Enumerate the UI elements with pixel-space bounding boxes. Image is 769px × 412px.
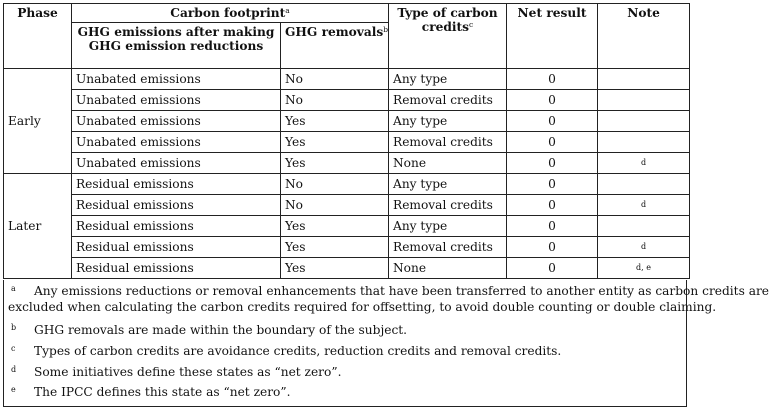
footnote-a xyxy=(4,283,769,315)
emissions-cell: Unabated emissions xyxy=(72,69,281,90)
emissions-cell: Unabated emissions xyxy=(72,111,281,132)
removals-cell: Yes xyxy=(281,258,389,279)
net-result-cell: 0 xyxy=(507,237,598,258)
type-of-carbon-credits-header: Type of carbon credits$^c$ xyxy=(389,4,507,69)
carbon-footprint-header: Carbon footprint$^a$ xyxy=(72,4,389,23)
footnote-text: Types of carbon credits are avoidance credits, reduction credits and removal credits. xyxy=(34,344,562,358)
removals-cell: No xyxy=(281,90,389,111)
emissions-cell: Unabated emissions xyxy=(72,90,281,111)
emissions-cell: Residual emissions xyxy=(72,258,281,279)
removals-cell: Yes xyxy=(281,237,389,258)
note-cell xyxy=(598,216,690,237)
table-row xyxy=(4,111,690,132)
credit-type-cell: Removal credits xyxy=(389,90,507,111)
net-result-cell: 0 xyxy=(507,174,598,195)
ghg-emissions-header: GHG emissions after making GHG emission reductions xyxy=(72,23,281,69)
note-cell: d xyxy=(598,195,690,216)
table-row xyxy=(4,90,690,111)
footnotes xyxy=(3,280,769,407)
footnote-text: The IPCC defines this state as “net zero”. xyxy=(34,385,291,399)
removals-cell: Yes xyxy=(281,153,389,174)
credit-type-cell: Any type xyxy=(389,216,507,237)
net-result-cell: 0 xyxy=(507,90,598,111)
footnote-text: GHG removals are made within the boundary of the subject. xyxy=(34,323,408,337)
emissions-cell: Residual emissions xyxy=(72,237,281,258)
footnote-c xyxy=(4,343,688,359)
footnote-mark: b xyxy=(11,323,17,332)
note-cell xyxy=(598,111,690,132)
table-row xyxy=(4,132,690,153)
net-result-header: Net result xyxy=(507,4,598,69)
removals-cell: Yes xyxy=(281,216,389,237)
emissions-cell: Residual emissions xyxy=(72,174,281,195)
table-row xyxy=(4,153,690,174)
footnote-text: Some initiatives define these states as “net zero”. xyxy=(34,365,342,379)
footnote-text: Any emissions reductions or removal enhancements that have been transferred to another entity as carbon credits are xyxy=(34,284,769,298)
note-cell: d xyxy=(598,237,690,258)
credit-type-cell: Any type xyxy=(389,174,507,195)
removals-cell: No xyxy=(281,69,389,90)
phase-cell-later: Later xyxy=(4,174,72,279)
footnote-mark: d xyxy=(11,365,17,374)
emissions-cell: Unabated emissions xyxy=(72,153,281,174)
credit-type-cell: None xyxy=(389,153,507,174)
credit-type-cell: Removal credits xyxy=(389,132,507,153)
phase-cell-early: Early xyxy=(4,69,72,174)
removals-cell: No xyxy=(281,195,389,216)
credit-type-cell: Removal credits xyxy=(389,195,507,216)
removals-cell: Yes xyxy=(281,111,389,132)
note-cell xyxy=(598,69,690,90)
credit-type-cell: Any type xyxy=(389,111,507,132)
table-row xyxy=(4,237,690,258)
table-row xyxy=(4,69,690,90)
net-result-cell: 0 xyxy=(507,216,598,237)
footnote-mark: e xyxy=(11,385,16,394)
removals-cell: Yes xyxy=(281,132,389,153)
carbon-footprint-table-page xyxy=(3,3,769,409)
net-result-cell: 0 xyxy=(507,111,598,132)
note-cell xyxy=(598,174,690,195)
note-header: Note xyxy=(598,4,690,69)
footnote-mark: c xyxy=(11,344,16,353)
footnote-text-continued: excluded when calculating the carbon credits required for offsetting, to avoid double counting or double claiming. xyxy=(8,300,717,314)
footnote-e xyxy=(4,384,688,400)
emissions-cell: Residual emissions xyxy=(72,216,281,237)
credit-type-cell: Any type xyxy=(389,69,507,90)
removals-cell: No xyxy=(281,174,389,195)
ghg-removals-header: GHG removals$^b$ xyxy=(281,23,389,69)
carbon-footprint-table xyxy=(3,3,690,279)
table-row xyxy=(4,195,690,216)
table-row xyxy=(4,174,690,195)
footnote-mark: a xyxy=(11,284,16,293)
net-result-cell: 0 xyxy=(507,195,598,216)
footnote-b xyxy=(4,322,688,338)
net-result-cell: 0 xyxy=(507,153,598,174)
note-cell: d, e xyxy=(598,258,690,279)
footnote-d xyxy=(4,364,688,380)
note-cell xyxy=(598,90,690,111)
header-row-1 xyxy=(4,4,690,23)
credit-type-cell: Removal credits xyxy=(389,237,507,258)
credit-type-cell: None xyxy=(389,258,507,279)
table-row xyxy=(4,258,690,279)
note-cell: d xyxy=(598,153,690,174)
table-row xyxy=(4,216,690,237)
net-result-cell: 0 xyxy=(507,258,598,279)
net-result-cell: 0 xyxy=(507,69,598,90)
emissions-cell: Residual emissions xyxy=(72,195,281,216)
emissions-cell: Unabated emissions xyxy=(72,132,281,153)
net-result-cell: 0 xyxy=(507,132,598,153)
note-cell xyxy=(598,132,690,153)
phase-header: Phase xyxy=(4,4,72,69)
